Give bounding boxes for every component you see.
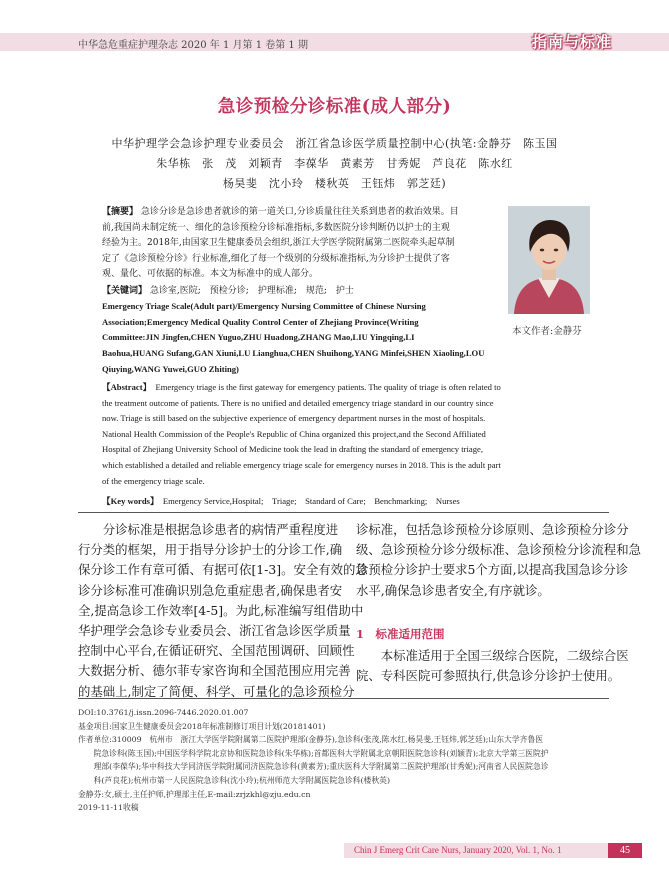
abstract-en-line: of the emergency triage scale.: [102, 475, 205, 486]
keywords-label: 【关键词】: [102, 286, 148, 296]
section-label: 指南与标准: [532, 33, 613, 51]
keywords-en-label: 【Key words】: [102, 496, 159, 506]
body-line: 本标准适用于全国三级综合医院，二级综合医: [356, 648, 629, 663]
footnote-line: 科(芦良花);杭州市第一人民医院急诊科(沈小玲);杭州师范大学附属医院急诊科(楼秋英): [78, 775, 390, 785]
footnotes: [78, 706, 549, 815]
keywords-en-text: Emergency Service,Hospital; Triage; Standard of Care; Benchmarking; Nurses: [162, 496, 460, 506]
footnote-line: 作者单位:310009 杭州市 浙江大学医学院附属第二医院护理部(金静芬),急诊科(张茂,陈水红,杨昊斐,王钰炜,郭芝廷);山东大学齐鲁医: [78, 735, 544, 745]
section-heading: 1 标准适用范围: [356, 627, 445, 641]
abstract-cn: [102, 205, 502, 283]
footnote-divider: [78, 698, 609, 699]
abstract-en-line: Hospital of Zhejiang University School of Medicine took the lead in drafting the standard of emergency triage,: [102, 444, 483, 455]
body-right-column: [356, 520, 641, 601]
abstract-line: 经验为主。2018年,由国家卫生健康委员会组织,浙江大学医学院附属第二医院牵头起草制: [102, 238, 455, 248]
body-line: 华护理学会急诊专业委员会、浙江省急诊医学质量: [78, 623, 351, 639]
body-line: 的基础上,制定了简便、科学、可量化的急诊预检分: [78, 683, 355, 699]
abstract-en-line: National Health Commission of the People's Republic of China organized this project,and the Second Affiliated: [102, 428, 486, 439]
abstract-en-line: which established a detailed and reliable emergency triage scale for emergency nurses in 2018. This is the adult part: [102, 459, 501, 470]
footnote-line: 基金项目:国家卫生健康委员会2018年标准制修订项目计划(20181401): [78, 721, 326, 731]
abstract-en: [102, 380, 572, 489]
footer-citation: Chin J Emerg Crit Care Nurs, January 2020, Vol. 1, No. 1: [354, 845, 562, 855]
body-left-column: [78, 520, 368, 702]
abstract-line: 前,我国尚未制定统一、细化的急诊预检分诊标准指标,多数医院分诊判断仍以护士的主观: [102, 222, 450, 233]
keywords-text: 急诊室,医院; 预检分诊; 护理标准; 规范; 护士: [149, 286, 354, 296]
footnote-line: 院急诊科(陈玉国);中国医学科学院北京协和医院急诊科(朱华栋);首都医科大学附属北京朝阳医院急诊科(刘颖青);北京大学第三医院护: [78, 748, 549, 758]
body-line: 水平,确保急诊患者安全,有序就诊。: [356, 582, 550, 598]
english-title: [102, 299, 504, 346]
abstract-label: 【摘要】: [102, 207, 139, 217]
body-line: 分诊标准是根据急诊患者的病情严重程度进: [78, 522, 339, 537]
english-title-line: Association;Emergency Medical Quality Control Center of Zhejiang Province(Writing: [102, 316, 419, 327]
author-photo: [508, 206, 590, 314]
authors-line: 朱华栋 张 茂 刘颖青 李葆华 黄素芳 甘秀妮 芦良花 陈水红: [156, 157, 513, 170]
abstract-en-label: 【Abstract】: [102, 382, 152, 392]
body-line: 行分类的框架，用于指导分诊护士的分诊工作,确: [78, 542, 343, 558]
abstract-line: 观、量化、可依据的标准。本文为标准中的成人部分。: [102, 269, 319, 279]
article-title: 急诊预检分诊标准(成人部分): [217, 97, 452, 117]
section-body: [356, 646, 629, 686]
body-line: 大数据分析、德尔菲专家咨询和全国范围应用完善: [78, 663, 351, 679]
abstract-en-line: Emergency triage is the first gateway for emergency patients. The quality of triage is often related to: [155, 382, 501, 392]
abstract-en-line: the treatment outcome of patients. There is no unified and detailed emergency triage standard in our country since: [102, 397, 494, 408]
body-line: 级、急诊预检分诊分级标准、急诊预检分诊流程和急: [356, 542, 641, 558]
body-line: 院、专科医院可参照执行,供急诊分诊护士使用。: [356, 668, 621, 684]
keywords-en: [102, 494, 460, 510]
body-line: 诊预检分诊护士要求5个方面,以提高我国急诊分诊: [356, 562, 629, 578]
english-title-line: Qiuying,WANG Yuwei,GUO Zhiting): [102, 363, 239, 374]
english-title-line: Emergency Triage Scale(Adult part)/Emergency Nursing Committee of Chinese Nursing: [102, 301, 426, 311]
photo-caption: 本文作者:金静芬: [512, 326, 582, 337]
footnote-line: 理部(李葆华);华中科技大学同济医学院附属同济医院急诊科(黄素芳);重庆医科大学附属第二医院护理部(甘秀妮);河南省人民医院急诊: [78, 762, 549, 772]
authors-line: 杨昊斐 沈小玲 楼秋英 王钰炜 郭芝廷): [222, 177, 447, 190]
body-line: 控制中心平台,在循证研究、全国范围调研、回顾性: [78, 643, 355, 659]
footnote-line: 2019-11-11收稿: [78, 803, 139, 813]
body-line: 保分诊工作有章可循、有据可依[1-3]。安全有效的急: [78, 562, 368, 578]
divider: [78, 512, 609, 513]
journal-header: 中华急危重症护理杂志 2020 年 1 月第 1 卷第 1 期: [78, 40, 308, 51]
english-title-line: Committee:JIN Jingfen,CHEN Yuguo,ZHU Huadong,ZHANG Mao,LIU Yingqing,LI: [102, 332, 415, 343]
footnote-line: 金静芬:女,硕士,主任护师,护理部主任,E-mail:zrjzkhl@zju.edu.cn: [78, 789, 311, 799]
abstract-line: 急诊分诊是急诊患者就诊的第一道关口,分诊质量往往关系到患者的救治效果。目: [140, 207, 459, 217]
english-title-line: Baohua,HUANG Sufang,GAN Xiuni,LU Lianghua,CHEN Shuihong,YANG Minfei,SHEN Xiaoling,LOU: [102, 348, 485, 358]
body-line: 诊标准，包括急诊预检分诊原则、急诊预检分诊分: [356, 522, 629, 537]
keywords-cn: [102, 284, 354, 300]
body-line: 全,提高急诊工作效率[4-5]。为此,标准编写组借助中: [78, 602, 364, 618]
body-line: 诊分诊标准可准确识别急危重症患者,确保患者安: [78, 582, 343, 598]
abstract-en-line: now. Triage is still based on the subjective experience of emergency department nurses in the most of hospitals.: [102, 413, 486, 424]
authors-line: 中华护理学会急诊护理专业委员会 浙江省急诊医学质量控制中心(执笔:金静芬 陈玉国: [111, 137, 558, 150]
abstract-line: 定了《急诊预检分诊》行业标准,细化了每一个级别的分级标准指标,为分诊护士提供了客: [102, 253, 450, 264]
page-number: 45: [608, 843, 642, 858]
footnote-line: DOI:10.3761/j.issn.2096-7446.2020.01.007: [78, 708, 249, 717]
english-title-cont: [102, 346, 602, 377]
